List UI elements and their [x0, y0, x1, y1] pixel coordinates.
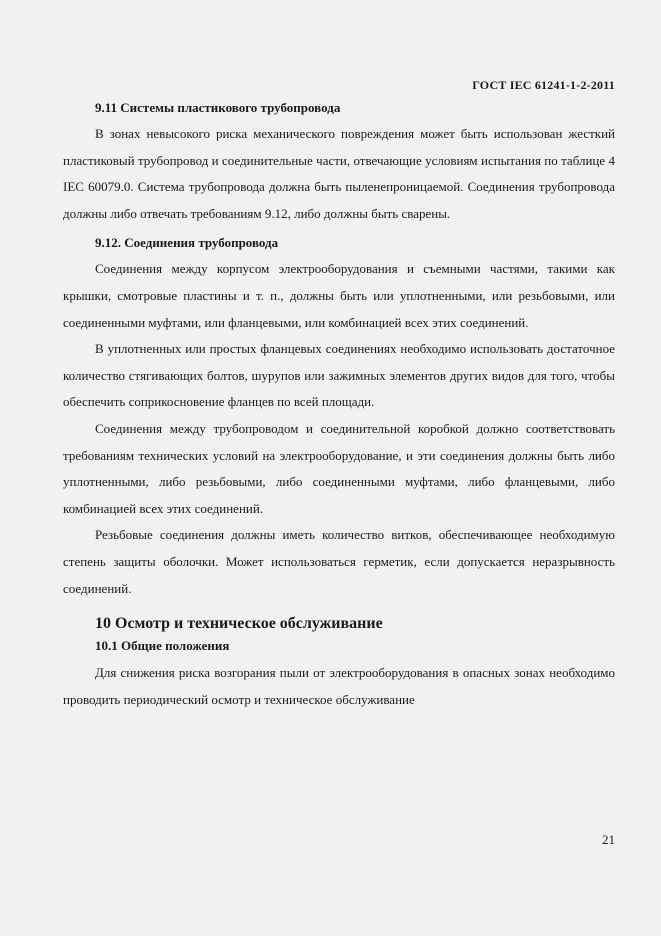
- section-9-12-paragraph-4: Резьбовые соединения должны иметь количество витков, обеспечивающее необходимую степень защиты оболочки. Может использоваться герметик, если допускается неразрывность соединений.: [63, 527, 615, 596]
- section-9-12-paragraph-3: Соединения между трубопроводом и соединительной коробкой должно соответствовать требованиям технических условий на электрооборудование, и эти соединения должны быть либо уплотненными, либо резьбовыми, либо соединенными муфтами, либо фланцевыми, либо комбинацией всех этих соединений.: [63, 420, 615, 516]
- section-9-11-heading: 9.11 Системы пластикового трубопровода: [95, 100, 341, 115]
- section-10-heading: 10 Осмотр и техническое обслуживание: [95, 615, 383, 633]
- section-10-1-heading: 10.1 Общие положения: [95, 638, 230, 654]
- standard-header: ГОСТ IEC 61241-1-2-2011: [472, 78, 615, 92]
- page-number: 21: [602, 832, 615, 847]
- section-9-11-paragraph: В зонах невысокого риска механического повреждения может быть использован жесткий пластиковый трубопровод и соединительные части, отвечающие условиям испытания по таблице 4 IEC 60079.0. Система трубопровода должна быть пыленепроницаемой. Соединения трубопровода должны либо отвечать требованиям 9.12, либо должны быть сварены.: [63, 126, 615, 221]
- page-content: [63, 98, 615, 713]
- section-9-12-heading: 9.12. Соединения трубопровода: [95, 235, 279, 251]
- section-10-1-paragraph: Для снижения риска возгорания пыли от электрооборудования в опасных зонах необходимо проводить периодический осмотр и техническое обслуживание: [63, 665, 615, 707]
- section-9-12-paragraph-2: В уплотненных или простых фланцевых соединениях необходимо использовать достаточное количество стягивающих болтов, шурупов или зажимных элементов других видов для того, чтобы обеспечить соприкосновение фланцев по всей площади.: [63, 341, 615, 410]
- section-9-12-paragraph-1: Соединения между корпусом электрооборудования и съемными частями, такими как крышки, смотровые пластины и т. п., должны быть или уплотненными, или резьбовыми, или соединенными муфтами, или фланцевыми, или комбинацией всех этих соединений.: [63, 261, 615, 330]
